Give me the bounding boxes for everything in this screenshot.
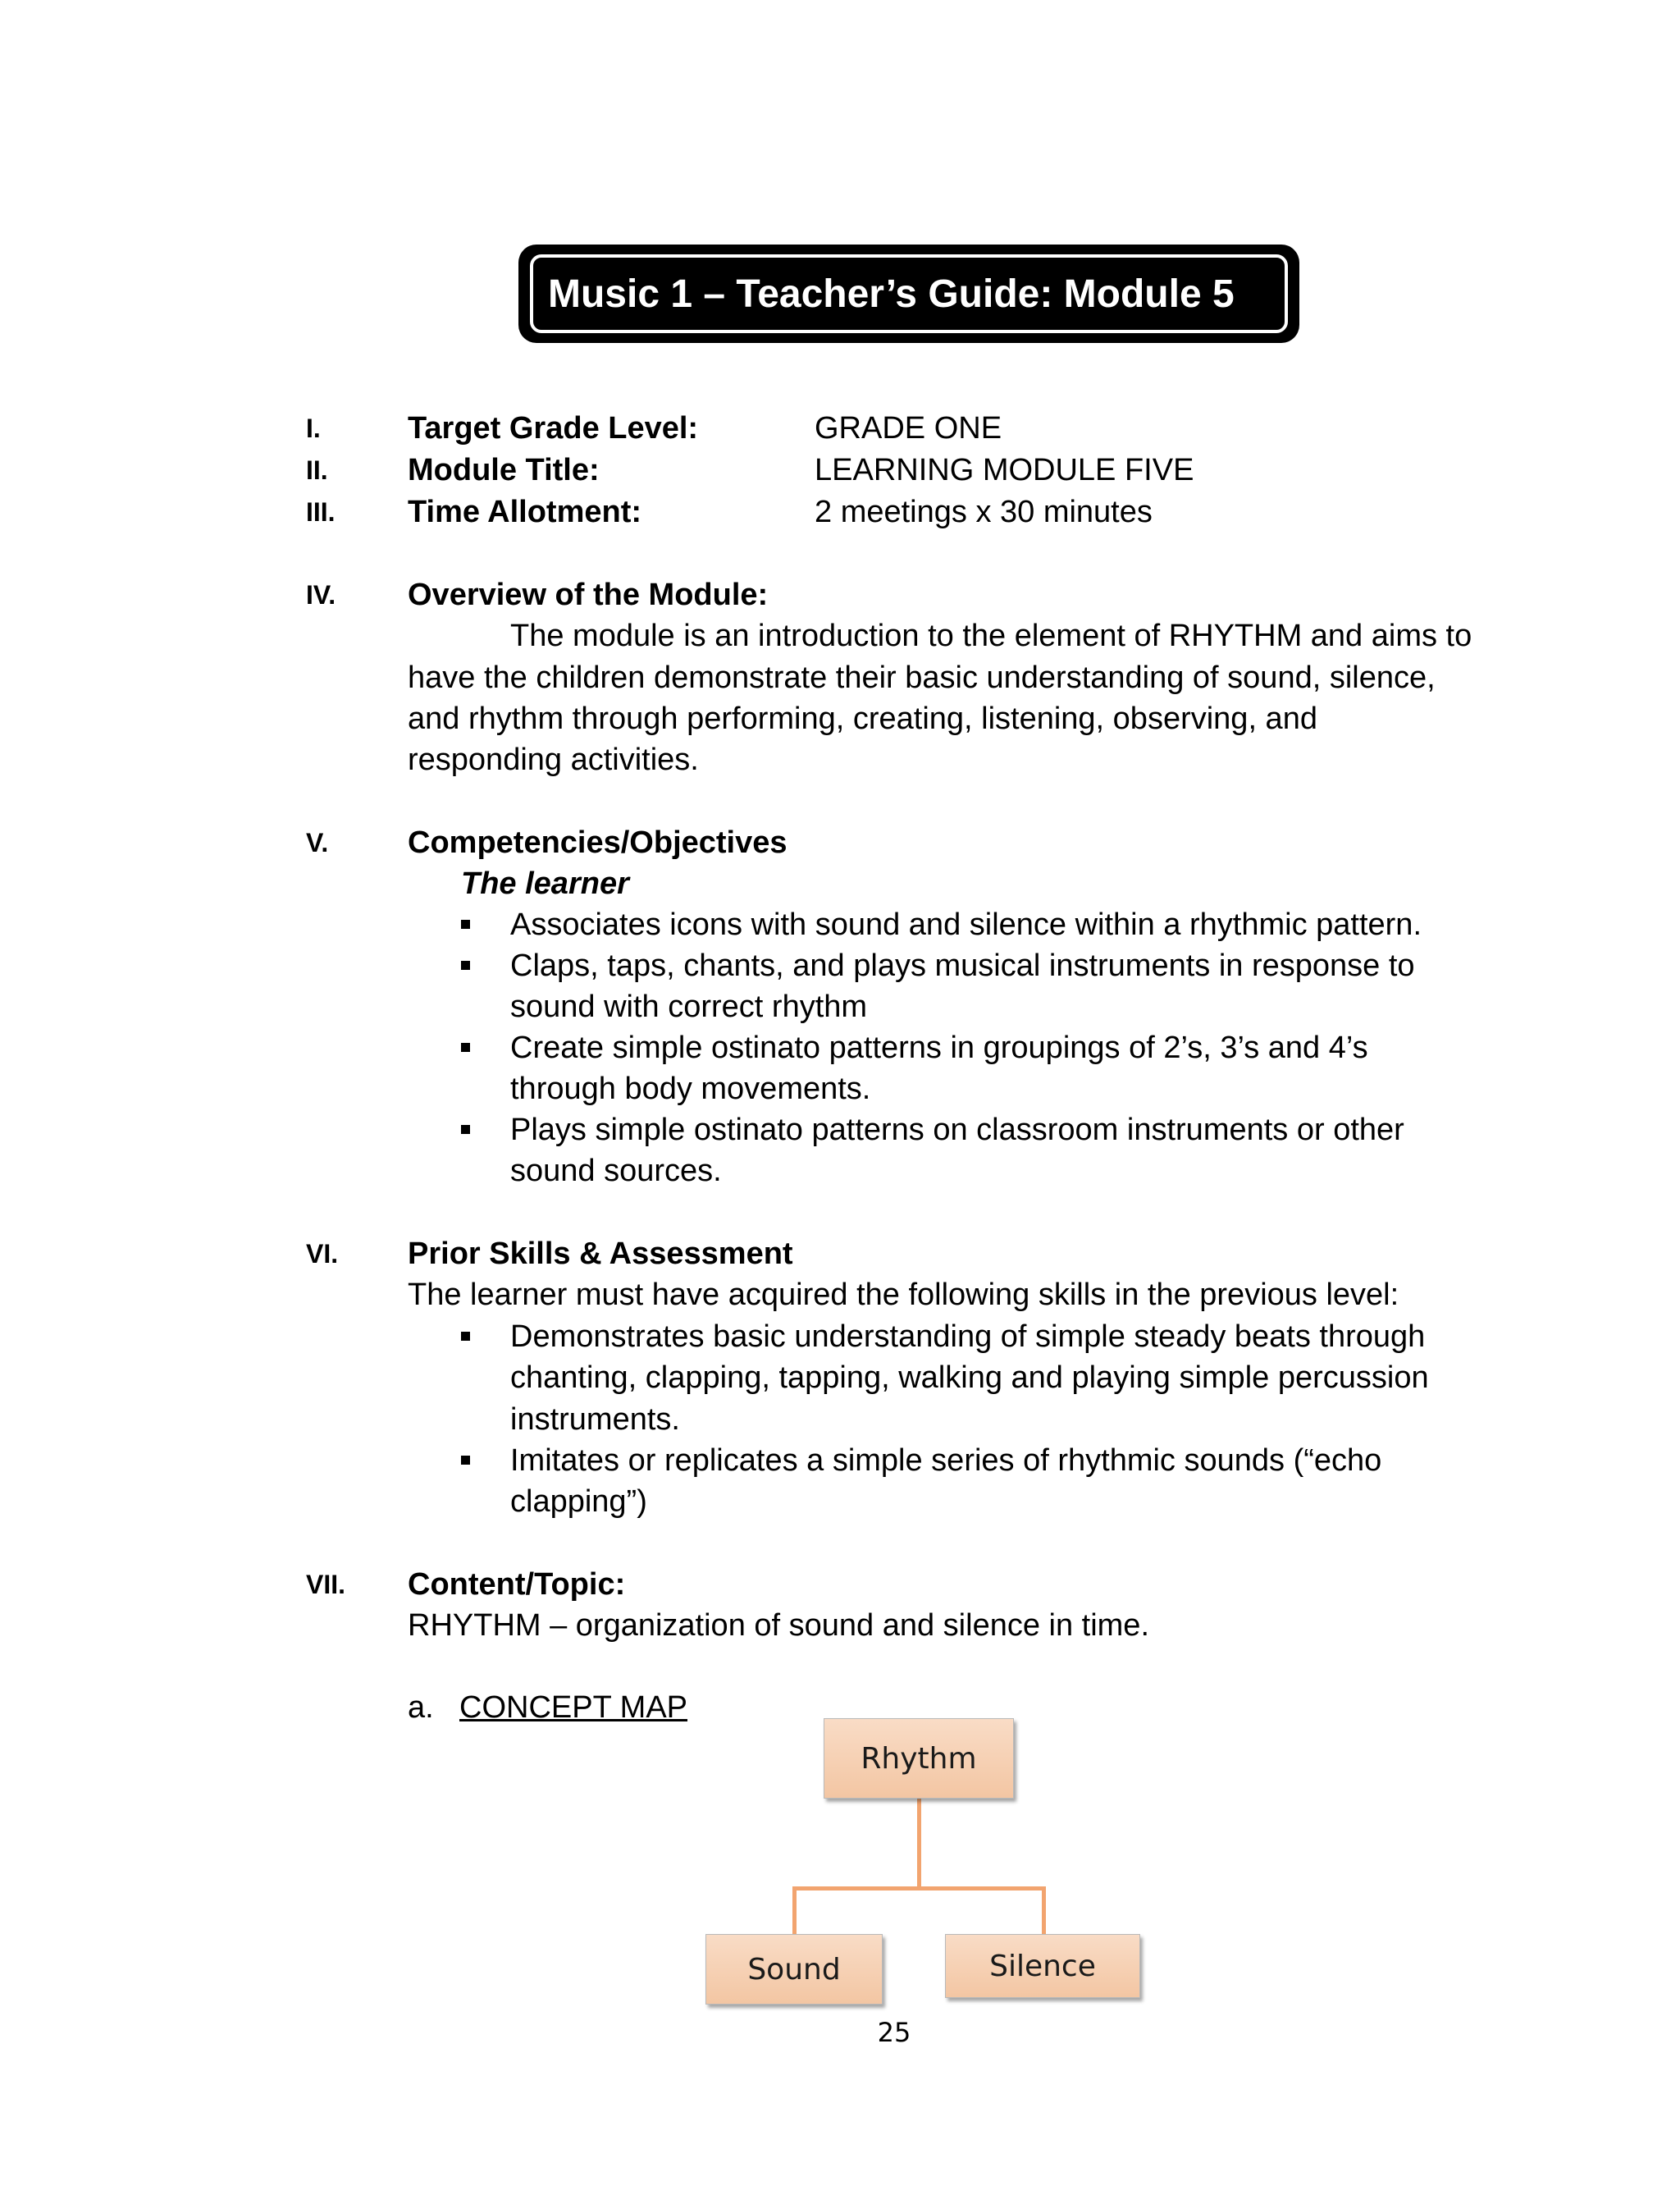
content-heading: Content/Topic: [408, 1567, 626, 1602]
target-grade-label: Target Grade Level: [408, 411, 699, 446]
section-number-5: V. [306, 828, 329, 857]
bullet-marker [461, 920, 470, 929]
concept-map-connector-trunk [917, 1799, 921, 1889]
overview-line-3: and rhythm through performing, creating, listening, observing, and [408, 702, 1317, 736]
section-number-1: I. [306, 414, 321, 443]
section-number-4: IV. [306, 580, 336, 610]
prior-skill-2-line-1: Imitates or replicates a simple series of rhythmic sounds (“echo [510, 1443, 1382, 1478]
bullet-marker [461, 1456, 470, 1465]
concept-map-node-silence: Silence [945, 1934, 1140, 1998]
prior-skill-2-line-2: clapping”) [510, 1484, 647, 1519]
competency-3-line-1: Create simple ostinato patterns in groupings of 2’s, 3’s and 4’s [510, 1031, 1368, 1065]
title-banner-inner [530, 254, 1288, 333]
bullet-marker [461, 1043, 470, 1052]
competency-4-line-1: Plays simple ostinato patterns on classroom instruments or other [510, 1113, 1404, 1147]
competencies-heading: Competencies/Objectives [408, 825, 788, 860]
section-number-3: III. [306, 497, 336, 527]
concept-map-connector-bar [792, 1886, 1046, 1891]
page-number: 25 [877, 2017, 911, 2048]
concept-map-node-rhythm: Rhythm [824, 1718, 1014, 1799]
time-allotment-value: 2 meetings x 30 minutes [815, 495, 1153, 529]
prior-skill-1-line-2: chanting, clapping, tapping, walking and playing simple percussion [510, 1360, 1429, 1395]
competency-1-line-1: Associates icons with sound and silence within a rhythmic pattern. [510, 908, 1422, 942]
title-banner [518, 245, 1299, 343]
bullet-marker [461, 1125, 470, 1134]
concept-map-connector-left [792, 1886, 797, 1936]
overview-heading: Overview of the Module: [408, 578, 769, 612]
competency-4-line-2: sound sources. [510, 1154, 722, 1188]
module-title-value: LEARNING MODULE FIVE [815, 453, 1194, 487]
concept-map-title: CONCEPT MAP [459, 1690, 688, 1725]
competency-2-line-1: Claps, taps, chants, and plays musical instruments in response to [510, 949, 1415, 983]
competency-2-line-2: sound with correct rhythm [510, 990, 868, 1024]
overview-line-2: have the children demonstrate their basic understanding of sound, silence, [408, 661, 1436, 695]
module-title-label: Module Title: [408, 453, 600, 487]
time-allotment-label: Time Allotment: [408, 495, 642, 529]
bullet-marker [461, 961, 470, 970]
concept-map-connector-right [1042, 1886, 1046, 1936]
prior-skill-1-line-1: Demonstrates basic understanding of simple steady beats through [510, 1319, 1426, 1354]
concept-map-node-sound: Sound [705, 1934, 883, 2005]
target-grade-value: GRADE ONE [815, 411, 1002, 446]
prior-skill-1-line-3: instruments. [510, 1402, 680, 1437]
section-number-7: VII. [306, 1570, 346, 1599]
overview-line-1: The module is an introduction to the element of RHYTHM and aims to [510, 619, 1472, 653]
concept-map-label: a. [408, 1690, 434, 1725]
content-text: RHYTHM – organization of sound and silence in time. [408, 1608, 1150, 1643]
overview-line-4: responding activities. [408, 743, 699, 777]
prior-skills-heading: Prior Skills & Assessment [408, 1237, 793, 1271]
competency-3-line-2: through body movements. [510, 1072, 871, 1106]
page-title: Music 1 – Teacher’s Guide: Module 5 [548, 272, 1235, 316]
competencies-subheading: The learner [461, 866, 629, 901]
section-number-6: VI. [306, 1239, 339, 1269]
page-number-row [0, 2016, 1680, 2049]
bullet-marker [461, 1332, 470, 1341]
prior-skills-intro: The learner must have acquired the following skills in the previous level: [408, 1278, 1399, 1312]
section-number-2: II. [306, 455, 328, 485]
